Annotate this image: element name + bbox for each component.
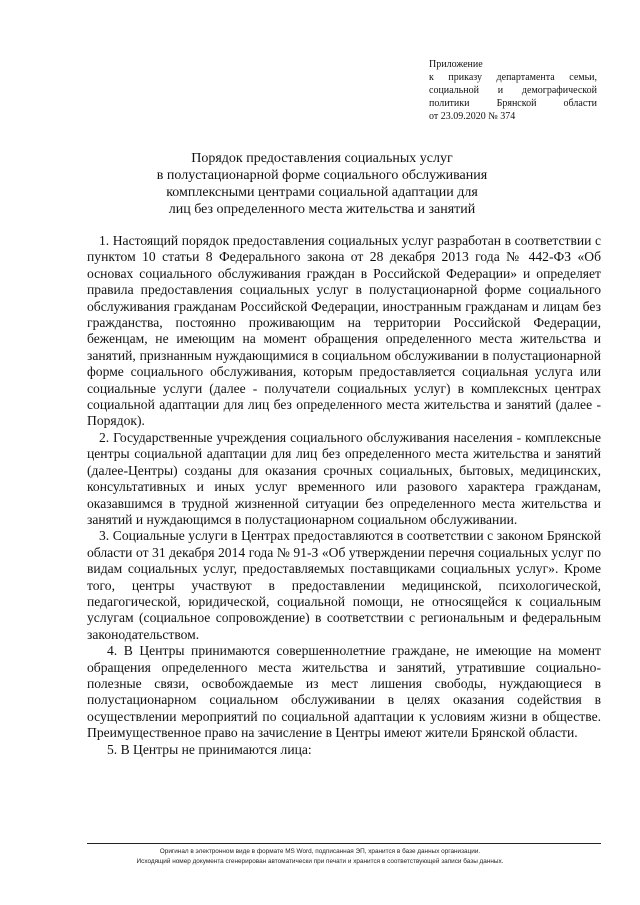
document-title [100, 150, 544, 218]
appendix-line-3: социальной и демографической [429, 85, 597, 96]
paragraph-4: 4. В Центры принимаются совершеннолетние граждане, не имеющие на момент обращения определенного места жительства и занятий, утратившие социально-полезные связи, освобождаемые из мест лишения свободы, нуждающиеся в полустационарном социальном обслуживании в целях оказания содействия в осуществлении мероприятий по социальной адаптации к условиям жизни в обществе. Преимущественное право на зачисление в Центры имеют жители Брянской области. [87, 643, 601, 741]
appendix-line-4: политики Брянской области [429, 98, 597, 109]
appendix-block [429, 58, 597, 123]
paragraph-2: 2. Государственные учреждения социального обслуживания населения - комплексные центры социальной адаптации для лиц без определенного места жительства и занятий (далее-Центры) созданы для оказания срочных социальных, бытовых, медицинских, консультативных и иных услуг временного или разового характера гражданам, оказавшимся в трудной жизненной ситуации без определенного места жительства и занятий и нуждающимся в полустационарном социальном обслуживании. [87, 429, 601, 527]
title-line-3: комплексными центрами социальной адаптации для [166, 185, 478, 200]
paragraph-5: 5. В Центры не принимаются лица: [107, 741, 312, 757]
title-line-1: Порядок предоставления социальных услуг [191, 151, 453, 166]
paragraph-1: 1. Настоящий порядок предоставления социальных услуг разработан в соответствии с пунктом 10 статьи 8 Федерального закона от 28 декабря 2013 года № 442-ФЗ «Об основах социального обслуживания граждан в Российской Федерации» и определяет правила предоставления социальных услуг в полустационарной форме социального обслуживания гражданам Российской Федерации, иностранным гражданам и лицам без гражданства, постоянно проживающим на территории Российской Федерации, беженцам, не имеющим на момент обращения определенного места жительства и занятий, признанным нуждающимися в социальном обслуживании в полустационарной форме социального обслуживания, которым предоставляется социальная услуга или социальные услуги (далее - получатели социальных услуг) в комплексных центрах социальной адаптации для лиц без определенного места жительства и занятий (далее - Порядок). [87, 233, 601, 429]
document-body [87, 233, 601, 758]
paragraph-3: 3. Социальные услуги в Центрах предоставляются в соответствии с законом Брянской области от 31 декабря 2014 года № 91-З «Об утверждении перечня социальных услуг по видам социальных услуг, предоставляемых поставщиками социальных услуг». Кроме того, центры участвуют в предоставлении медицинской, психологической, педагогической, юридической, социальной помощи, не относящейся к социальным услугам (социальное сопровождение) в соответствии с региональным и федеральным законодательством. [87, 528, 601, 642]
footer-line-1: Оригинал в электронном виде в формате MS Word, подписанная ЭП, хранится в базе данных организации. [159, 848, 481, 855]
footer-divider [87, 843, 601, 844]
appendix-line-5: от 23.09.2020 № 374 [429, 111, 516, 122]
footer-line-2: Исходящий номер документа сгенерирован автоматически при печати и хранится в соответствующей записи базы данных. [136, 858, 504, 865]
title-line-4: лиц без определенного места жительства и занятий [168, 202, 476, 217]
appendix-line-2: к приказу департамента семьи, [429, 72, 597, 83]
title-line-2: в полустационарной форме социального обслуживания [156, 168, 488, 183]
footer-note [40, 847, 600, 867]
appendix-line-1: Приложение [429, 59, 483, 70]
